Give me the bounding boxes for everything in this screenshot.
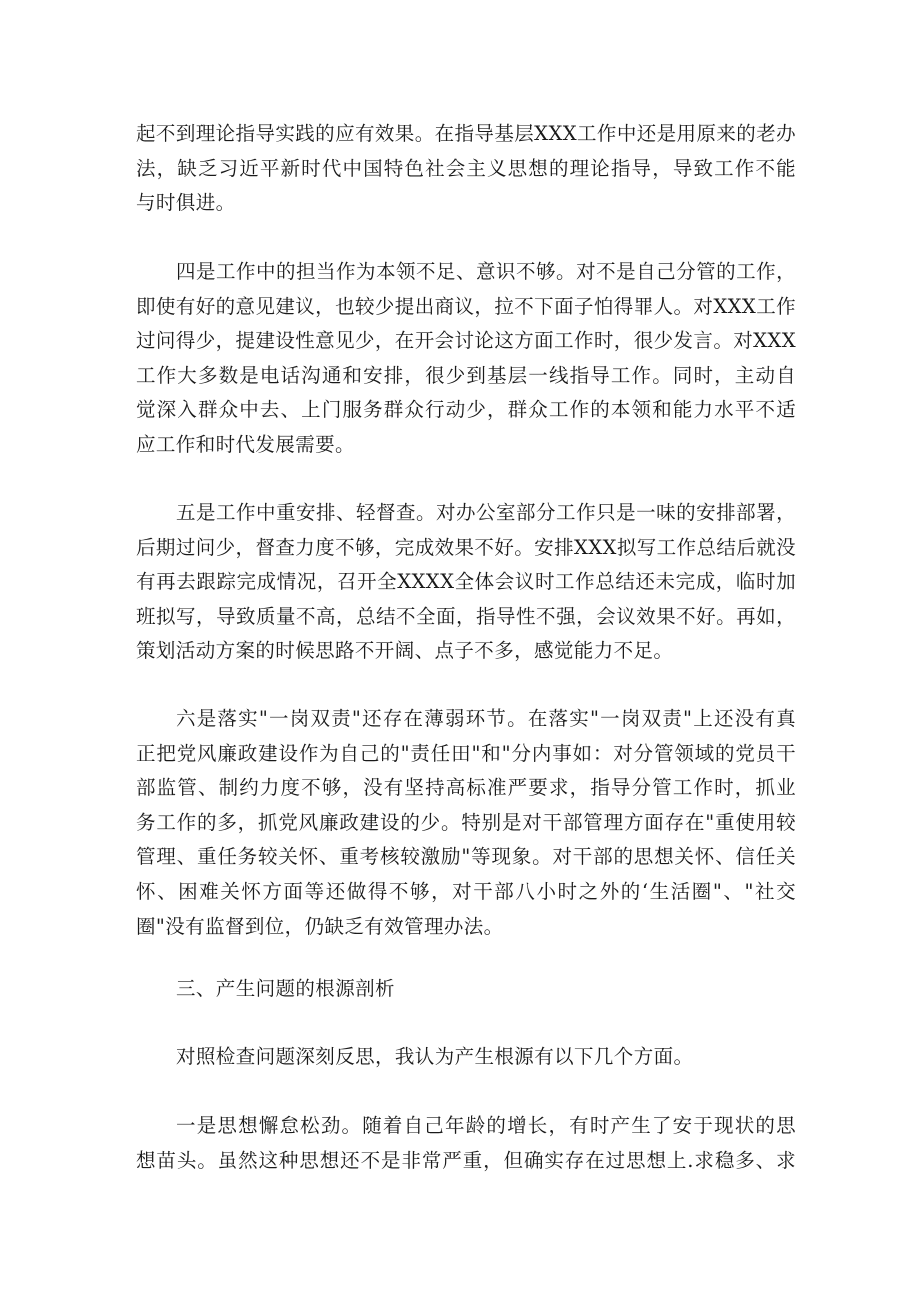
text-line: 策划活动方案的时候思路不开阔、点子不多，感觉能力不足。 (136, 639, 674, 663)
text-line: 有再去跟踪完成情况，召开全XXXX全体会议时工作总结还未完成，临时加 (136, 570, 796, 594)
text-line: 后期过问少，督查力度不够，完成效果不好。安排XXX拟写工作总结后就没 (136, 535, 796, 559)
paragraph-five (136, 496, 796, 669)
section-heading (136, 972, 796, 1007)
text-line: 过问得少，提建设性意见少，在开会讨论这方面工作时，很少发言。对XXX (136, 329, 796, 353)
paragraph-four (136, 255, 796, 463)
section-heading-text: 三、产生问题的根源剖析 (176, 977, 395, 1000)
text-line: 班拟写，导致质量不高，总结不全面，指导性不强，会议效果不好。再如， (136, 604, 796, 628)
text-line: 部监管、制约力度不够，没有坚持高标准严要求，指导分管工作时，抓业 (136, 776, 796, 800)
text-line: 工作大多数是电话沟通和安排，很少到基层一线指导工作。同时，主动自 (136, 363, 796, 387)
paragraph-six (136, 702, 796, 944)
text-line: 务工作的多，抓党风廉政建设的少。特别是对干部管理方面存在"重使用较 (136, 810, 796, 834)
text-line: 对照检查问题深刻反思，我认为产生根源有以下几个方面。 (176, 1045, 694, 1068)
text-line: 即使有好的意见建议，也较少提出商议，拉不下面子怕得罪人。对XXX工作 (136, 294, 796, 318)
text-line: 正把党风廉政建设作为自己的"责任田"和"分内事如：对分管领域的党员干 (136, 741, 796, 765)
text-line: 与时俱进。 (136, 191, 236, 215)
paragraph-continuation (136, 117, 796, 221)
text-line: 五是工作中重安排、轻督查。对办公室部分工作只是一味的安排部署， (176, 501, 796, 524)
text-line: 一是思想懈怠松劲。随着自己年龄的增长，有时产生了安于现状的思 (176, 1114, 796, 1137)
text-line: 应工作和时代发展需要。 (136, 432, 355, 456)
text-line: 管理、重任务较关怀、重考核较激励"等现象。对干部的思想关怀、信任关 (136, 845, 796, 869)
text-line: 怀、困难关怀方面等还做得不够，对干部八小时之外的‘生活圈"、"社交 (136, 879, 796, 903)
paragraph-intro (136, 1040, 796, 1075)
text-line: 想苗头。虽然这种思想还不是非常严重，但确实存在过思想上.求稳多、求 (136, 1148, 796, 1172)
text-line: 四是工作中的担当作为本领不足、意识不够。对不是自己分管的工作， (176, 260, 796, 283)
paragraph-one (136, 1109, 796, 1178)
text-line: 法，缺乏习近平新时代中国特色社会主义思想的理论指导，导致工作不能 (136, 156, 796, 180)
text-line: 起不到理论指导实践的应有效果。在指导基层XXX工作中还是用原来的老办 (136, 122, 796, 145)
text-line: 圈"没有监督到位，仍缺乏有效管理办法。 (136, 914, 504, 938)
text-line: 觉深入群众中去、上门服务群众行动少，群众工作的本领和能力水平不适 (136, 398, 796, 422)
text-line: 六是落实"一岗双责"还存在薄弱环节。在落实"一岗双责"上还没有真 (176, 707, 796, 730)
